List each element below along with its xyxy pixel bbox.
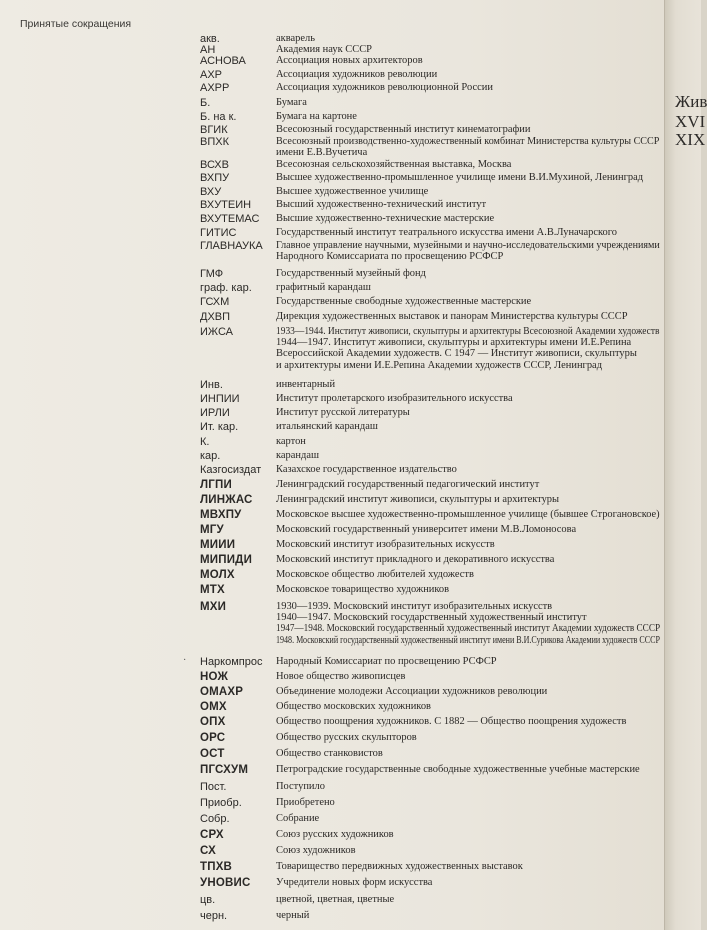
abbreviation-meaning [276, 407, 662, 418]
abbreviation: МВХПУ [200, 509, 242, 521]
abbreviation-meaning [276, 509, 662, 520]
meaning-line: Казахское государственное издательство [276, 464, 457, 475]
meaning-line: Московское высшее художественно-промышленное училище (бывшее Строгановское) [276, 509, 660, 520]
abbreviation: АСНОВА [200, 55, 246, 67]
abbreviation: граф. кар. [200, 282, 252, 294]
meaning-line: Ленинградский институт живописи, скульптуры и архитектуры [276, 494, 560, 505]
meaning-line: Учредители новых форм искусства [276, 877, 433, 888]
abbreviation-meaning [276, 764, 662, 775]
abbreviation-meaning [276, 450, 662, 461]
meaning-line: Поступило [276, 781, 325, 792]
abbreviation: цв. [200, 894, 216, 906]
abbreviation-meaning [276, 539, 662, 550]
abbreviation: ОМХ [200, 701, 227, 713]
meaning-line: 1930—1939. Московский институт изобразительных искусств [276, 601, 553, 612]
abbreviation: Б. [200, 97, 211, 109]
meaning-line: Общество поощрения художников. С 1882 — Общество поощрения художеств [276, 716, 627, 727]
abbreviation-meaning [276, 227, 662, 238]
bullet-mark: · [183, 655, 187, 666]
meaning-line: Московское общество любителей художеств [276, 569, 474, 580]
abbreviation-meaning [276, 240, 662, 262]
abbreviation: ИНПИИ [200, 393, 240, 405]
abbreviation: Пост. [200, 781, 227, 793]
meaning-line: Бумага [276, 97, 307, 108]
abbreviation: ТПХВ [200, 861, 233, 873]
abbreviation-meaning [276, 701, 662, 712]
meaning-line: Высший художественно-технический институт [276, 199, 487, 210]
abbreviation-meaning [276, 213, 662, 224]
abbreviation: Казгосиздат [200, 464, 262, 476]
abbreviation: АН [200, 44, 216, 56]
abbreviation: АХРР [200, 82, 230, 94]
abbreviation: ВГИК [200, 124, 228, 136]
abbreviation: МХИ [200, 601, 227, 613]
abbreviation-meaning [276, 601, 662, 646]
abbreviation: МИПИДИ [200, 554, 253, 566]
abbreviation-meaning [276, 569, 662, 580]
abbreviation-meaning [276, 479, 662, 490]
abbreviation-meaning [276, 686, 662, 697]
abbreviation: Б. на к. [200, 111, 237, 123]
abbreviation: ИРЛИ [200, 407, 230, 419]
meaning-line: итальянский карандаш [276, 421, 378, 432]
abbreviation-meaning [276, 97, 662, 108]
abbreviation-meaning [276, 748, 662, 759]
abbreviation: ВПХК [200, 136, 229, 148]
abbreviation: Собр. [200, 813, 230, 825]
meaning-line: Ассоциация художников революционной России [276, 82, 493, 93]
meaning-line: Институт пролетарского изобразительного искусства [276, 393, 513, 404]
abbreviation-meaning [276, 124, 662, 135]
abbreviation: акв. [200, 33, 220, 45]
abbreviation: ВХУ [200, 186, 222, 198]
abbreviation-meaning [276, 379, 662, 390]
meaning-line: Московский государственный университет имени М.В.Ломоносова [276, 524, 577, 535]
meaning-line: и архитектуры имени И.Е.Репина Академии художеств СССР, Ленинград [276, 359, 603, 371]
meaning-line: 1947—1948. Московский государственный художественный институт Академии художеств СССР [276, 623, 661, 635]
meaning-line: Собрание [276, 813, 320, 824]
adjacent-page-edge [664, 0, 707, 930]
abbreviation: ВСХВ [200, 159, 229, 171]
meaning-line: Ленинградский государственный педагогический институт [276, 479, 540, 490]
meaning-line: Петроградские государственные свободные художественные учебные мастерские [276, 764, 640, 775]
abbreviation: АХР [200, 69, 223, 81]
abbreviation-meaning [276, 494, 662, 505]
abbreviation: Инв. [200, 379, 223, 391]
abbreviation: МТХ [200, 584, 225, 596]
abbreviation: ВХПУ [200, 172, 230, 184]
abbreviation-meaning [276, 732, 662, 743]
abbreviation-meaning [276, 282, 662, 293]
meaning-line: Государственный музейный фонд [276, 268, 426, 279]
meaning-line: Дирекция художественных выставок и панорам Министерства культуры СССР [276, 311, 628, 322]
abbreviation: К. [200, 436, 210, 448]
abbreviation-meaning [276, 44, 662, 55]
meaning-line: Академия наук СССР [276, 44, 373, 55]
abbreviation-meaning [276, 326, 662, 371]
abbreviation: черн. [200, 910, 228, 922]
abbreviation: кар. [200, 450, 221, 462]
abbreviation: ЛГПИ [200, 479, 232, 491]
meaning-line: Главное управление научными, музейными и научно-исследовательскими учреждениями [276, 240, 660, 251]
meaning-line: Общество московских художников [276, 701, 432, 712]
meaning-line: Институт русской литературы [276, 407, 410, 418]
abbreviation: ПГСХУМ [200, 764, 249, 776]
abbreviation: ДХВП [200, 311, 231, 323]
meaning-line: Бумага на картоне [276, 111, 357, 122]
meaning-line: Высшие художественно-технические мастерские [276, 213, 495, 224]
meaning-line: Московский институт изобразительных искусств [276, 539, 495, 550]
abbreviation: СХ [200, 845, 216, 857]
meaning-line: Государственный институт театрального искусства имени А.В.Луначарского [276, 227, 618, 238]
abbreviation-meaning [276, 813, 662, 824]
meaning-line: имени Е.В.Вучетича [276, 147, 368, 159]
abbreviation-meaning [276, 172, 662, 183]
meaning-line: черный [276, 910, 310, 921]
meaning-line: Ассоциация новых архитекторов [276, 55, 423, 66]
meaning-line: Высшее художественно-промышленное училище имени В.И.Мухиной, Ленинград [276, 172, 644, 183]
page-heading: Принятые сокращения [20, 18, 132, 30]
abbreviation-meaning [276, 421, 662, 432]
abbreviation-meaning [276, 33, 662, 44]
meaning-line: 1948. Московский государственный художественный институт имени В.И.Сурикова Академии художеств СССР [276, 634, 660, 646]
meaning-line: Общество станковистов [276, 748, 383, 759]
abbreviation: ЛИНЖАС [200, 494, 253, 506]
meaning-line: Приобретено [276, 797, 335, 808]
meaning-line: Всесоюзная сельскохозяйственная выставка, Москва [276, 159, 512, 170]
abbreviation-meaning [276, 296, 662, 307]
abbreviation-meaning [276, 186, 662, 197]
abbreviation-meaning [276, 69, 662, 80]
meaning-line: Высшее художественное училище [276, 186, 429, 197]
meaning-line: Народный Комиссариат по просвещению РСФСР [276, 656, 497, 667]
meaning-line: Товарищество передвижных художественных выставок [276, 861, 523, 872]
abbreviation: ОСТ [200, 748, 225, 760]
meaning-line: 1940—1947. Московский государственный художественный институт [276, 612, 587, 624]
abbreviation-meaning [276, 584, 662, 595]
abbreviation-meaning [276, 311, 662, 322]
abbreviation: ВХУТЕИН [200, 199, 252, 211]
abbreviation-meaning [276, 861, 662, 872]
abbreviation-meaning [276, 554, 662, 565]
abbreviation: Ит. кар. [200, 421, 239, 433]
abbreviation-meaning [276, 829, 662, 840]
abbreviation-meaning [276, 199, 662, 210]
abbreviation-meaning [276, 781, 662, 792]
abbreviation: МГУ [200, 524, 224, 536]
abbreviation-meaning [276, 464, 662, 475]
abbreviation-meaning [276, 894, 662, 905]
meaning-line: картон [276, 436, 306, 447]
meaning-line: Народного Комиссариата по просвещению РСФСР [276, 251, 504, 263]
meaning-line: Всероссийской Академии художеств. С 1947 — Институт живописи, скульптуры [276, 348, 637, 360]
meaning-line: инвентарный [276, 379, 336, 390]
abbreviation: ГЛАВНАУКА [200, 240, 263, 252]
abbreviation: МИИИ [200, 539, 236, 551]
meaning-line: Государственные свободные художественные мастерские [276, 296, 532, 307]
abbreviation: Приобр. [200, 797, 242, 809]
meaning-line: цветной, цветная, цветные [276, 894, 395, 905]
abbreviation-meaning [276, 55, 662, 66]
meaning-line: Московское товарищество художников [276, 584, 450, 595]
abbreviation: УНОВИС [200, 877, 251, 889]
abbreviation: ГИТИС [200, 227, 237, 239]
adjacent-page-text: Жив [675, 92, 707, 111]
abbreviation-meaning [276, 797, 662, 808]
meaning-line: Всесоюзный производственно-художественный комбинат Министерства культуры СССР [276, 136, 660, 147]
abbreviation-meaning [276, 268, 662, 279]
adjacent-page-text: XVI [675, 112, 706, 131]
abbreviation-meaning [276, 877, 662, 888]
abbreviation: СРХ [200, 829, 224, 841]
abbreviation-meaning [276, 393, 662, 404]
abbreviation-meaning [276, 111, 662, 122]
abbreviation: ОМАХР [200, 686, 244, 698]
abbreviation: ГСХМ [200, 296, 230, 308]
meaning-line: Всесоюзный государственный институт кинематографии [276, 124, 531, 135]
meaning-line: Союз художников [276, 845, 356, 856]
abbreviation: МОЛХ [200, 569, 235, 581]
meaning-line: акварель [276, 33, 315, 44]
abbreviation: НОЖ [200, 671, 229, 683]
meaning-line: Новое общество живописцев [276, 671, 406, 682]
meaning-line: Ассоциация художников революции [276, 69, 438, 80]
abbreviation-meaning [276, 436, 662, 447]
abbreviation: Наркомпрос [200, 656, 263, 668]
abbreviation: ВХУТЕМАС [200, 213, 260, 225]
meaning-line: графитный карандаш [276, 282, 371, 293]
abbreviation-meaning [276, 671, 662, 682]
abbreviation-meaning [276, 159, 662, 170]
abbreviation-meaning [276, 910, 662, 921]
meaning-line: Общество русских скульпторов [276, 732, 417, 743]
abbreviation: ОПХ [200, 716, 226, 728]
meaning-line: карандаш [276, 450, 320, 461]
meaning-line: Московский институт прикладного и декоративного искусства [276, 554, 555, 565]
abbreviation-meaning [276, 716, 662, 727]
meaning-line: 1944—1947. Институт живописи, скульптуры и архитектуры имени И.Е.Репина [276, 337, 632, 349]
adjacent-page-text: XIX [675, 130, 706, 149]
meaning-line: Союз русских художников [276, 829, 394, 840]
abbreviation: ГМФ [200, 268, 224, 280]
meaning-line: Объединение молодежи Ассоциации художников революции [276, 686, 548, 697]
abbreviation-meaning [276, 524, 662, 535]
abbreviation-meaning [276, 82, 662, 93]
abbreviation-meaning [276, 845, 662, 856]
abbreviation-meaning [276, 136, 662, 158]
abbreviation: ОРС [200, 732, 226, 744]
meaning-line: 1933—1944. Институт живописи, скульптуры и архитектуры Всесоюзной Академии художеств [276, 326, 660, 337]
abbreviation: ИЖСА [200, 326, 233, 338]
abbreviation-meaning [276, 656, 662, 667]
